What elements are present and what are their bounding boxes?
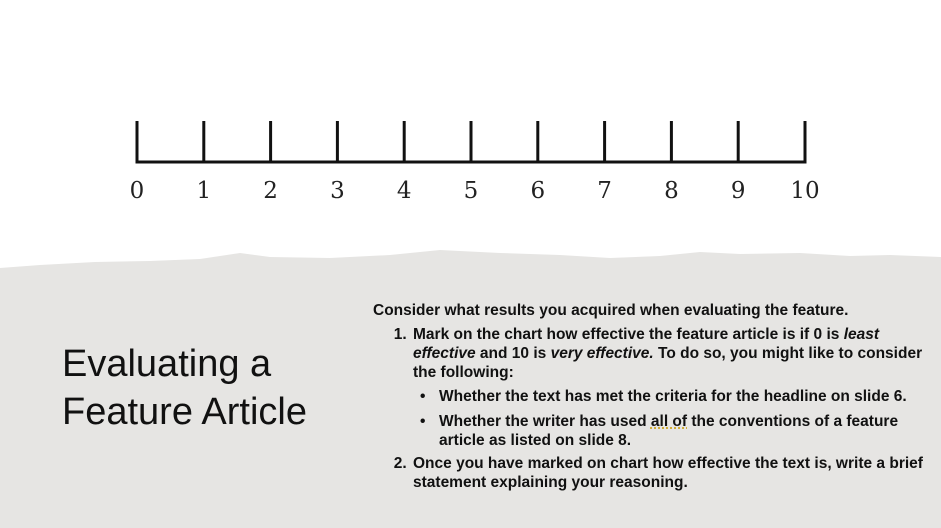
step-1-text-a: Mark on the chart how effective the feature article is if 0 is — [413, 326, 844, 343]
step-1 — [411, 325, 933, 450]
number-line-tick-label: 5 — [463, 178, 479, 204]
bullet-2-text-b: the conventions of a feature article as listed on slide 8. — [439, 413, 899, 449]
step-1-very-effective: very effective. — [550, 345, 654, 362]
title-line-2: Feature Article — [62, 391, 307, 433]
number-line-tick-label: 2 — [263, 178, 278, 204]
number-line-tick-label: 0 — [129, 178, 145, 204]
instructions-intro: Consider what results you acquired when evaluating the feature. — [373, 302, 849, 319]
step-1-least-effective: least effective — [413, 326, 880, 362]
bullet-2-all-of: all of — [650, 413, 688, 430]
bullet-headline-criteria: • Whether the text has met the criteria for the headline on slide 6. — [439, 387, 933, 406]
number-line-tick-label: 10 — [790, 178, 820, 204]
number-line-tick-label: 3 — [330, 178, 345, 204]
number-line-tick-label: 8 — [664, 178, 679, 204]
number-line-tick-label: 9 — [730, 178, 746, 204]
title-line-1: Evaluating a — [62, 343, 272, 385]
number-line-tick-label: 1 — [196, 178, 212, 204]
number-line-tick-label: 7 — [597, 178, 612, 204]
number-line-scale — [0, 0, 941, 240]
step-1-text-c: To do so, you might like to consider the following: — [413, 345, 923, 381]
bullet-2-text-a: Whether the writer has used — [439, 413, 651, 430]
steps-list — [373, 325, 933, 492]
step-1-text-b: and 10 is — [475, 345, 551, 362]
step-2: 2. Once you have marked on chart how effective the text is, write a brief statement explaining your reasoning. — [411, 454, 933, 492]
number-line-tick-label: 4 — [396, 178, 412, 204]
number-line-tick-label: 6 — [530, 178, 546, 204]
instructions-block — [373, 301, 933, 492]
bullet-conventions — [439, 412, 933, 450]
considerations-list — [413, 387, 933, 450]
slide-title — [62, 340, 362, 436]
